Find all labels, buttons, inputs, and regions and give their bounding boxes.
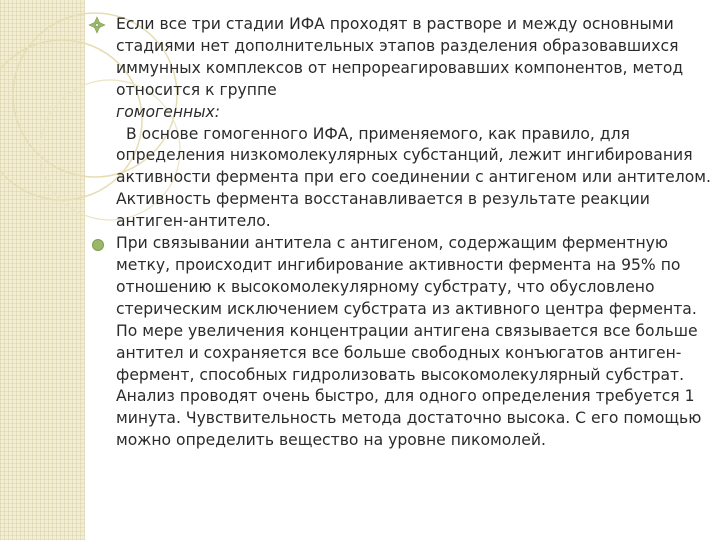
bullet-2-text: При связывании антитела с антигеном, содержащим ферментную метку, происходит ингибирование активности фермента на 95% по отношению к высокомолекулярному субстрату, что обусловлено стерическим исключением субстрата из активного центра фермента. По мере увеличения концентрации антигена связывается все больше антител и сохраняется все больше свободных конъюгатов антиген-фермент, способных гидролизовать высокомолекулярный субстрат. Анализ проводят очень быстро, для одного определения требуется 1 минута. Чувствительность метода достаточно высока. С его помощью можно определить вещество на уровне пикомолей. <box>116 234 702 450</box>
bullet-antibody-binding <box>88 233 718 452</box>
homogeneous-ifa-paragraph: В основе гомогенного ИФА, применяемого, как правило, для определения низкомолекулярных субстанций, лежит ингибирования активности фермента при его соединении с антигеном или антителом. Активность фермента восстанавливается в результате реакции антиген-антитело. <box>116 124 711 231</box>
bullet-1-emphasis: гомогенных: <box>116 102 221 121</box>
dot-bullet-icon <box>92 239 104 251</box>
diamond-bullet-icon <box>88 16 106 34</box>
bullet-1-text: Если все три стадии ИФА проходят в растворе и между основными стадиями нет дополнительных этапов разделения образовавшихся иммунных комплексов от непрореагировавших компонентов, метод относится к группе <box>116 15 684 99</box>
slide-content <box>88 14 718 452</box>
paragraph-block <box>88 124 718 234</box>
bullet-homogeneous-definition <box>88 14 718 124</box>
